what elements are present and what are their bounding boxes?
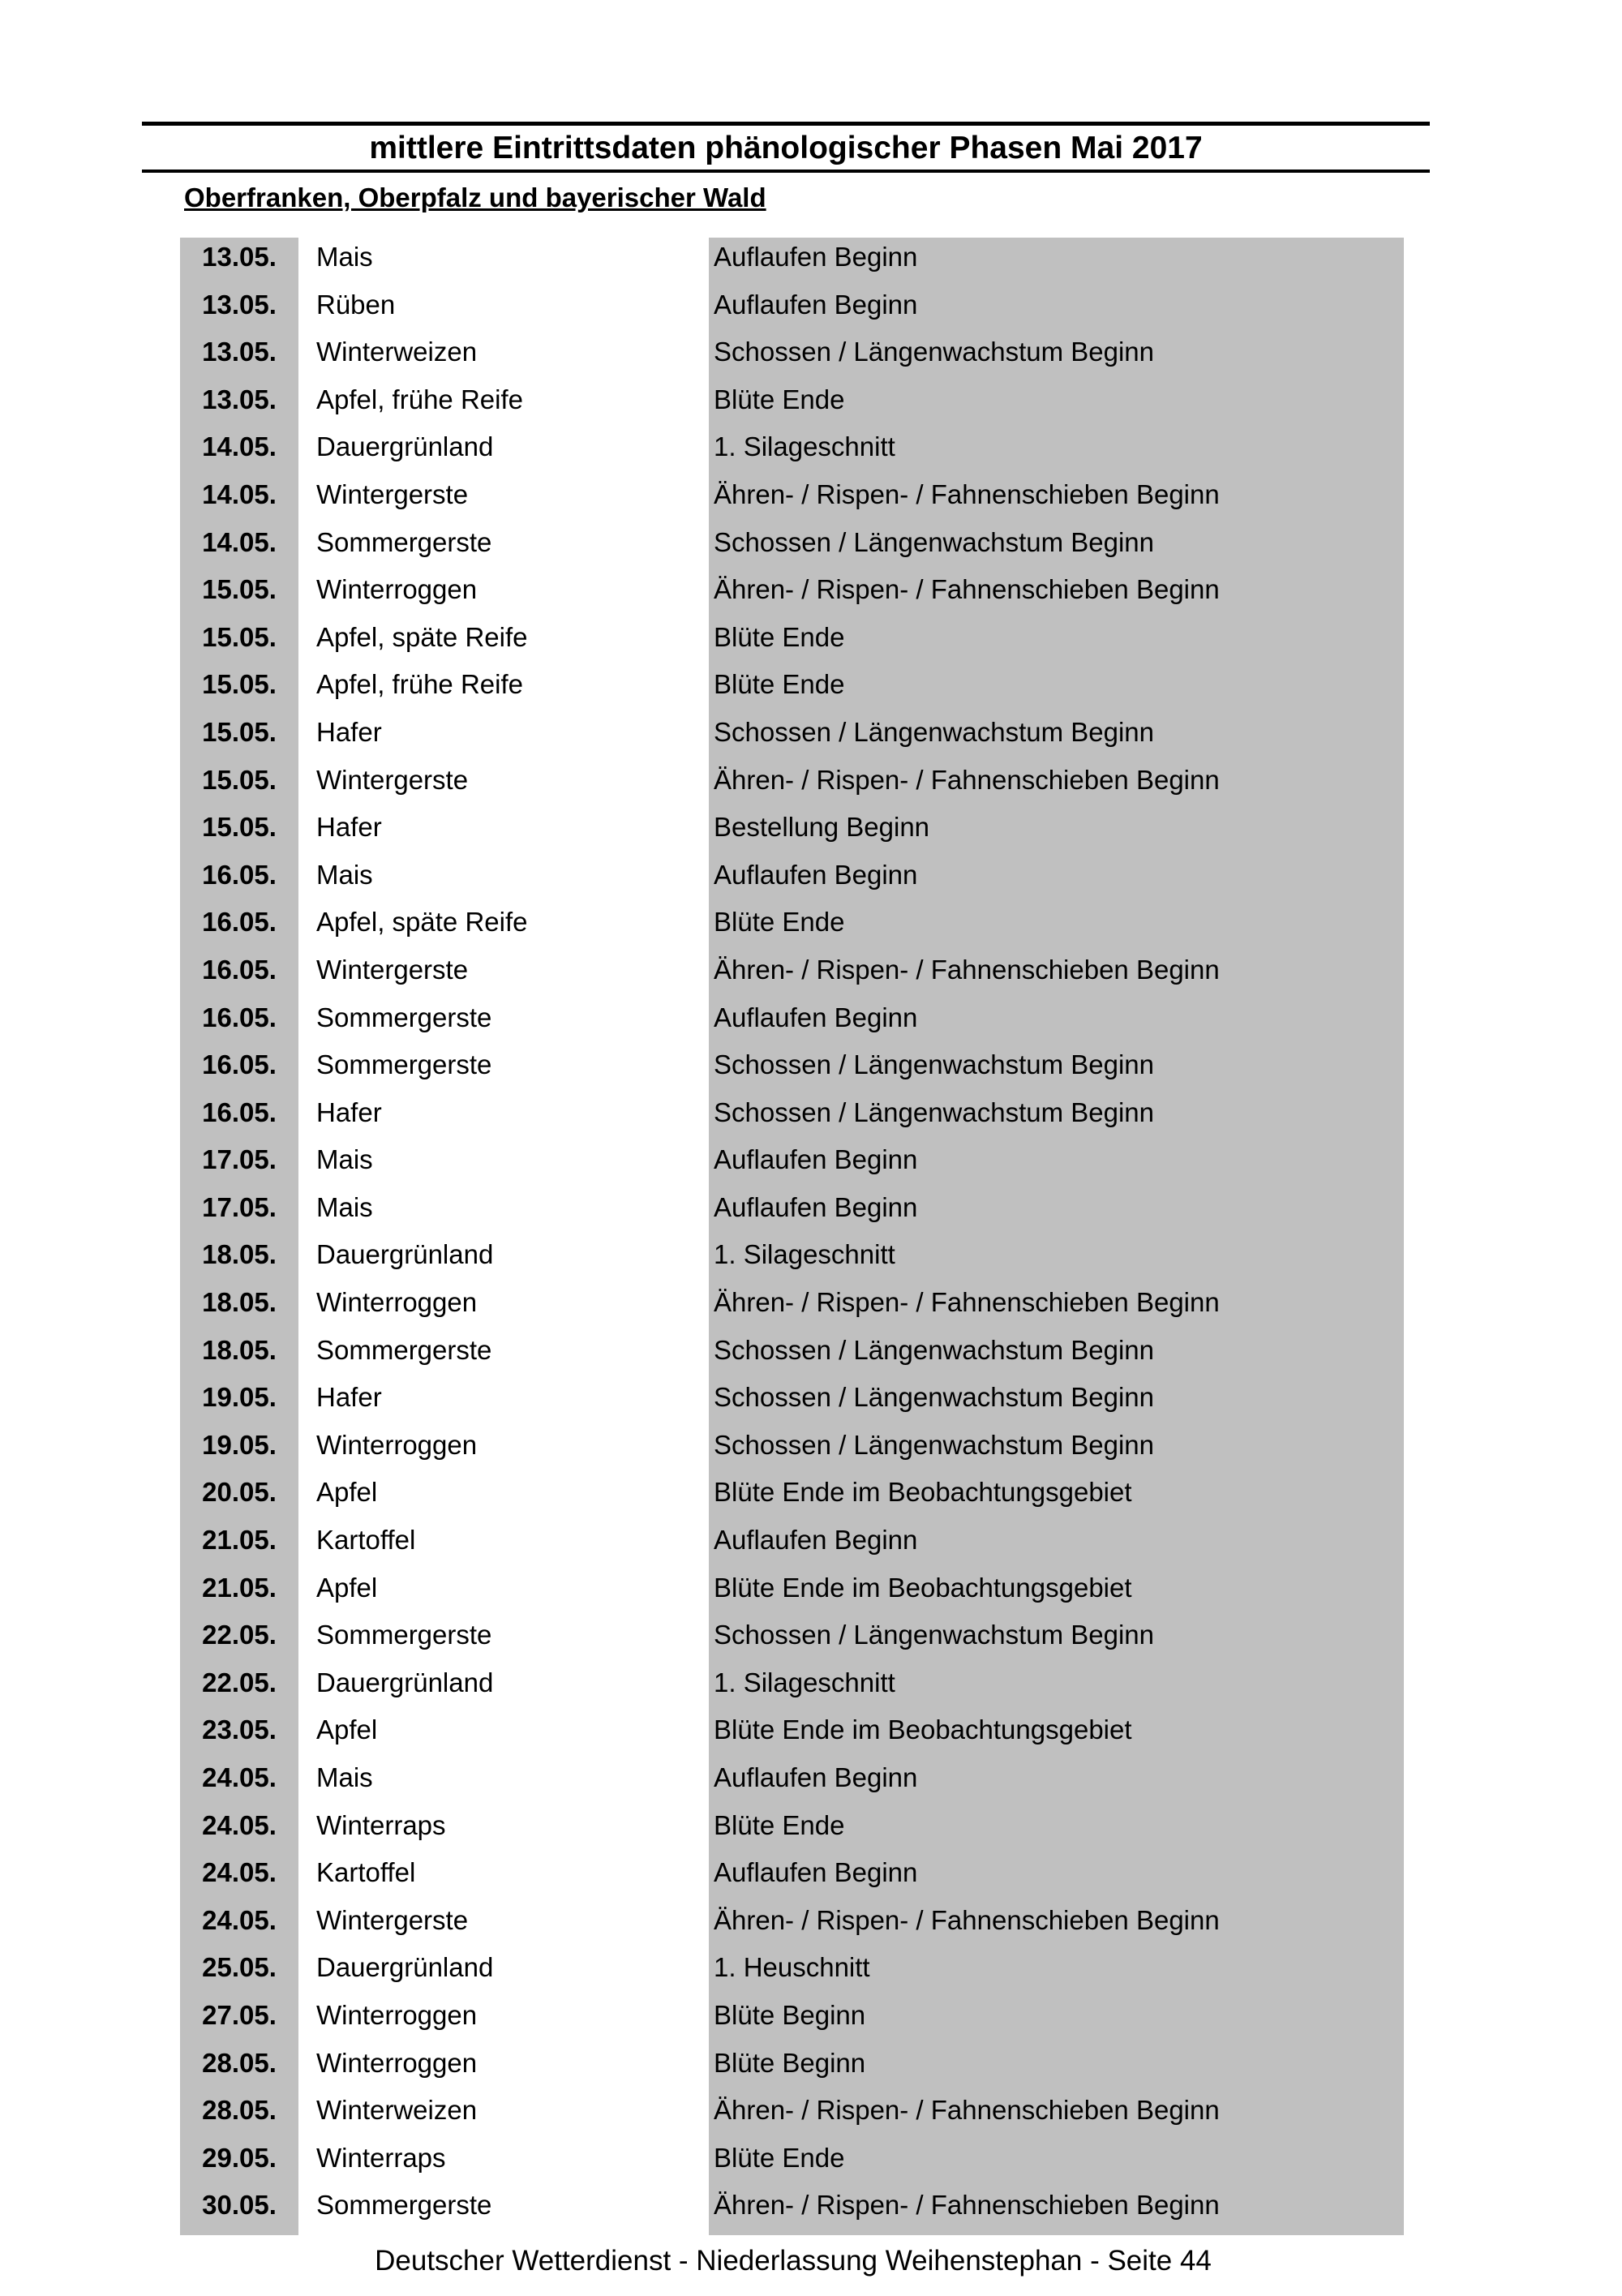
phase-cell: Blüte Ende	[714, 907, 845, 938]
phase-cell: Schossen / Längenwachstum Beginn	[714, 1097, 1155, 1127]
date-cell: 21.05.	[202, 1525, 277, 1556]
table-row	[0, 471, 1622, 519]
crop-cell: Dauergrünland	[316, 1239, 494, 1270]
date-cell: 16.05.	[202, 859, 277, 890]
top-rule	[142, 122, 1430, 126]
date-cell: 14.05.	[202, 526, 277, 557]
crop-cell: Wintergerste	[316, 1904, 469, 1935]
table-row	[0, 757, 1622, 805]
table-row	[0, 661, 1622, 709]
date-cell: 14.05.	[202, 431, 277, 462]
crop-cell: Rüben	[316, 289, 396, 320]
phase-cell: Auflaufen Beginn	[714, 1144, 918, 1175]
crop-cell: Apfel, späte Reife	[316, 907, 528, 938]
table-row	[0, 423, 1622, 471]
phase-cell: Bestellung Beginn	[714, 812, 930, 843]
crop-cell: Hafer	[316, 812, 382, 843]
table-row	[0, 1089, 1622, 1137]
crop-cell: Dauergrünland	[316, 431, 494, 462]
table-row	[0, 709, 1622, 757]
crop-cell: Sommergerste	[316, 1334, 492, 1365]
crop-cell: Winterweizen	[316, 337, 478, 367]
date-cell: 28.05.	[202, 2047, 277, 2078]
table-row	[0, 1802, 1622, 1850]
phase-cell: 1. Silageschnitt	[714, 431, 895, 462]
table-row	[0, 519, 1622, 567]
phase-cell: Blüte Ende	[714, 669, 845, 700]
crop-cell: Sommergerste	[316, 526, 492, 557]
phenology-table	[0, 234, 1622, 2229]
crop-cell: Mais	[316, 1762, 373, 1792]
phase-cell: Blüte Ende im Beobachtungsgebiet	[714, 1714, 1132, 1745]
crop-cell: Hafer	[316, 1097, 382, 1127]
title-rule	[142, 170, 1430, 173]
phase-cell: Auflaufen Beginn	[714, 1002, 918, 1032]
phase-cell: Auflaufen Beginn	[714, 242, 918, 272]
region-subtitle: Oberfranken, Oberpfalz und bayerischer Wald	[184, 182, 766, 212]
crop-cell: Apfel	[316, 1572, 378, 1603]
crop-cell: Winterraps	[316, 1809, 446, 1840]
table-row	[0, 1469, 1622, 1517]
date-cell: 30.05.	[202, 2190, 277, 2221]
phase-cell: Schossen / Längenwachstum Beginn	[714, 716, 1155, 747]
phase-cell: Schossen / Längenwachstum Beginn	[714, 1620, 1155, 1650]
crop-cell: Wintergerste	[316, 764, 469, 795]
phase-cell: Ähren- / Rispen- / Fahnenschieben Beginn	[714, 479, 1220, 509]
table-row	[0, 328, 1622, 376]
table-row	[0, 1611, 1622, 1659]
phase-cell: Blüte Beginn	[714, 1999, 866, 2030]
crop-cell: Mais	[316, 1144, 373, 1175]
date-cell: 24.05.	[202, 1857, 277, 1888]
table-row	[0, 1706, 1622, 1754]
crop-cell: Apfel	[316, 1714, 378, 1745]
crop-cell: Winterroggen	[316, 2047, 478, 2078]
phase-cell: Blüte Ende	[714, 621, 845, 652]
date-cell: 22.05.	[202, 1620, 277, 1650]
phase-cell: Ähren- / Rispen- / Fahnenschieben Beginn	[714, 764, 1220, 795]
date-cell: 20.05.	[202, 1477, 277, 1508]
crop-cell: Sommergerste	[316, 2190, 492, 2221]
table-row	[0, 1659, 1622, 1707]
date-cell: 16.05.	[202, 1002, 277, 1032]
crop-cell: Sommergerste	[316, 1002, 492, 1032]
table-row	[0, 1327, 1622, 1375]
phase-cell: Blüte Ende	[714, 384, 845, 414]
page-footer: Deutscher Wetterdienst - Niederlassung Weihenstephan - Seite 44	[375, 2245, 1212, 2277]
crop-cell: Wintergerste	[316, 954, 469, 985]
table-row	[0, 566, 1622, 614]
phase-cell: Auflaufen Beginn	[714, 1525, 918, 1556]
table-row	[0, 1041, 1622, 1089]
crop-cell: Winterroggen	[316, 574, 478, 605]
crop-cell: Sommergerste	[316, 1620, 492, 1650]
crop-cell: Mais	[316, 242, 373, 272]
table-row	[0, 994, 1622, 1042]
date-cell: 18.05.	[202, 1287, 277, 1318]
date-cell: 16.05.	[202, 1049, 277, 1080]
phase-cell: Blüte Ende im Beobachtungsgebiet	[714, 1572, 1132, 1603]
table-row	[0, 852, 1622, 899]
crop-cell: Kartoffel	[316, 1857, 416, 1888]
phase-cell: Ähren- / Rispen- / Fahnenschieben Beginn	[714, 2095, 1220, 2126]
table-row	[0, 1279, 1622, 1327]
crop-cell: Kartoffel	[316, 1525, 416, 1556]
date-cell: 18.05.	[202, 1239, 277, 1270]
date-cell: 16.05.	[202, 907, 277, 938]
date-cell: 23.05.	[202, 1714, 277, 1745]
date-cell: 18.05.	[202, 1334, 277, 1365]
crop-cell: Sommergerste	[316, 1049, 492, 1080]
table-row	[0, 1992, 1622, 2040]
table-row	[0, 1374, 1622, 1422]
crop-cell: Hafer	[316, 716, 382, 747]
table-row	[0, 2182, 1622, 2229]
crop-cell: Wintergerste	[316, 479, 469, 509]
phase-cell: Schossen / Längenwachstum Beginn	[714, 1382, 1155, 1413]
date-cell: 13.05.	[202, 384, 277, 414]
crop-cell: Winterroggen	[316, 1999, 478, 2030]
table-row	[0, 2087, 1622, 2135]
table-row	[0, 1517, 1622, 1564]
phase-cell: Ähren- / Rispen- / Fahnenschieben Beginn	[714, 954, 1220, 985]
phase-cell: Blüte Ende im Beobachtungsgebiet	[714, 1477, 1132, 1508]
phase-cell: Schossen / Längenwachstum Beginn	[714, 526, 1155, 557]
phase-cell: Auflaufen Beginn	[714, 1762, 918, 1792]
table-row	[0, 1897, 1622, 1945]
date-cell: 29.05.	[202, 2142, 277, 2173]
crop-cell: Dauergrünland	[316, 1952, 494, 1983]
crop-cell: Winterweizen	[316, 2095, 478, 2126]
phase-cell: 1. Heuschnitt	[714, 1952, 870, 1983]
table-row	[0, 281, 1622, 329]
table-row	[0, 1754, 1622, 1802]
crop-cell: Mais	[316, 1191, 373, 1222]
crop-cell: Mais	[316, 859, 373, 890]
table-row	[0, 804, 1622, 852]
date-cell: 13.05.	[202, 337, 277, 367]
phase-cell: Schossen / Längenwachstum Beginn	[714, 1334, 1155, 1365]
date-cell: 24.05.	[202, 1762, 277, 1792]
date-cell: 15.05.	[202, 574, 277, 605]
crop-cell: Winterroggen	[316, 1429, 478, 1460]
table-row	[0, 234, 1622, 281]
phase-cell: 1. Silageschnitt	[714, 1667, 895, 1697]
crop-cell: Winterroggen	[316, 1287, 478, 1318]
date-cell: 25.05.	[202, 1952, 277, 1983]
table-row	[0, 1422, 1622, 1470]
date-cell: 19.05.	[202, 1429, 277, 1460]
phase-cell: 1. Silageschnitt	[714, 1239, 895, 1270]
date-cell: 24.05.	[202, 1809, 277, 1840]
date-cell: 21.05.	[202, 1572, 277, 1603]
phase-cell: Auflaufen Beginn	[714, 1857, 918, 1888]
date-cell: 16.05.	[202, 1097, 277, 1127]
date-cell: 13.05.	[202, 289, 277, 320]
table-row	[0, 1184, 1622, 1232]
crop-cell: Winterraps	[316, 2142, 446, 2173]
crop-cell: Apfel	[316, 1477, 378, 1508]
phase-cell: Schossen / Längenwachstum Beginn	[714, 337, 1155, 367]
phase-cell: Schossen / Längenwachstum Beginn	[714, 1429, 1155, 1460]
phase-cell: Auflaufen Beginn	[714, 859, 918, 890]
crop-cell: Hafer	[316, 1382, 382, 1413]
table-row	[0, 1136, 1622, 1184]
table-row	[0, 614, 1622, 662]
table-row	[0, 2135, 1622, 2182]
table-row	[0, 1564, 1622, 1612]
table-row	[0, 899, 1622, 946]
date-cell: 19.05.	[202, 1382, 277, 1413]
date-cell: 16.05.	[202, 954, 277, 985]
date-cell: 24.05.	[202, 1904, 277, 1935]
date-cell: 27.05.	[202, 1999, 277, 2030]
phase-cell: Ähren- / Rispen- / Fahnenschieben Beginn	[714, 2190, 1220, 2221]
phase-cell: Auflaufen Beginn	[714, 1191, 918, 1222]
date-cell: 15.05.	[202, 812, 277, 843]
date-cell: 15.05.	[202, 716, 277, 747]
table-row	[0, 946, 1622, 994]
date-cell: 28.05.	[202, 2095, 277, 2126]
table-row	[0, 2040, 1622, 2088]
date-cell: 15.05.	[202, 764, 277, 795]
page-title: mittlere Eintrittsdaten phänologischer Phasen Mai 2017	[369, 131, 1203, 165]
date-cell: 15.05.	[202, 621, 277, 652]
table-row	[0, 1944, 1622, 1992]
phase-cell: Blüte Ende	[714, 2142, 845, 2173]
date-cell: 17.05.	[202, 1144, 277, 1175]
date-cell: 17.05.	[202, 1191, 277, 1222]
phase-cell: Blüte Beginn	[714, 2047, 866, 2078]
crop-cell: Apfel, frühe Reife	[316, 669, 523, 700]
crop-cell: Dauergrünland	[316, 1667, 494, 1697]
date-cell: 22.05.	[202, 1667, 277, 1697]
phase-cell: Blüte Ende	[714, 1809, 845, 1840]
phase-cell: Auflaufen Beginn	[714, 289, 918, 320]
phase-cell: Schossen / Längenwachstum Beginn	[714, 1049, 1155, 1080]
date-cell: 14.05.	[202, 479, 277, 509]
table-row	[0, 1231, 1622, 1279]
crop-cell: Apfel, späte Reife	[316, 621, 528, 652]
table-row	[0, 376, 1622, 424]
table-row	[0, 1849, 1622, 1897]
date-cell: 15.05.	[202, 669, 277, 700]
phase-cell: Ähren- / Rispen- / Fahnenschieben Beginn	[714, 1904, 1220, 1935]
crop-cell: Apfel, frühe Reife	[316, 384, 523, 414]
phase-cell: Ähren- / Rispen- / Fahnenschieben Beginn	[714, 574, 1220, 605]
date-cell: 13.05.	[202, 242, 277, 272]
phase-cell: Ähren- / Rispen- / Fahnenschieben Beginn	[714, 1287, 1220, 1318]
